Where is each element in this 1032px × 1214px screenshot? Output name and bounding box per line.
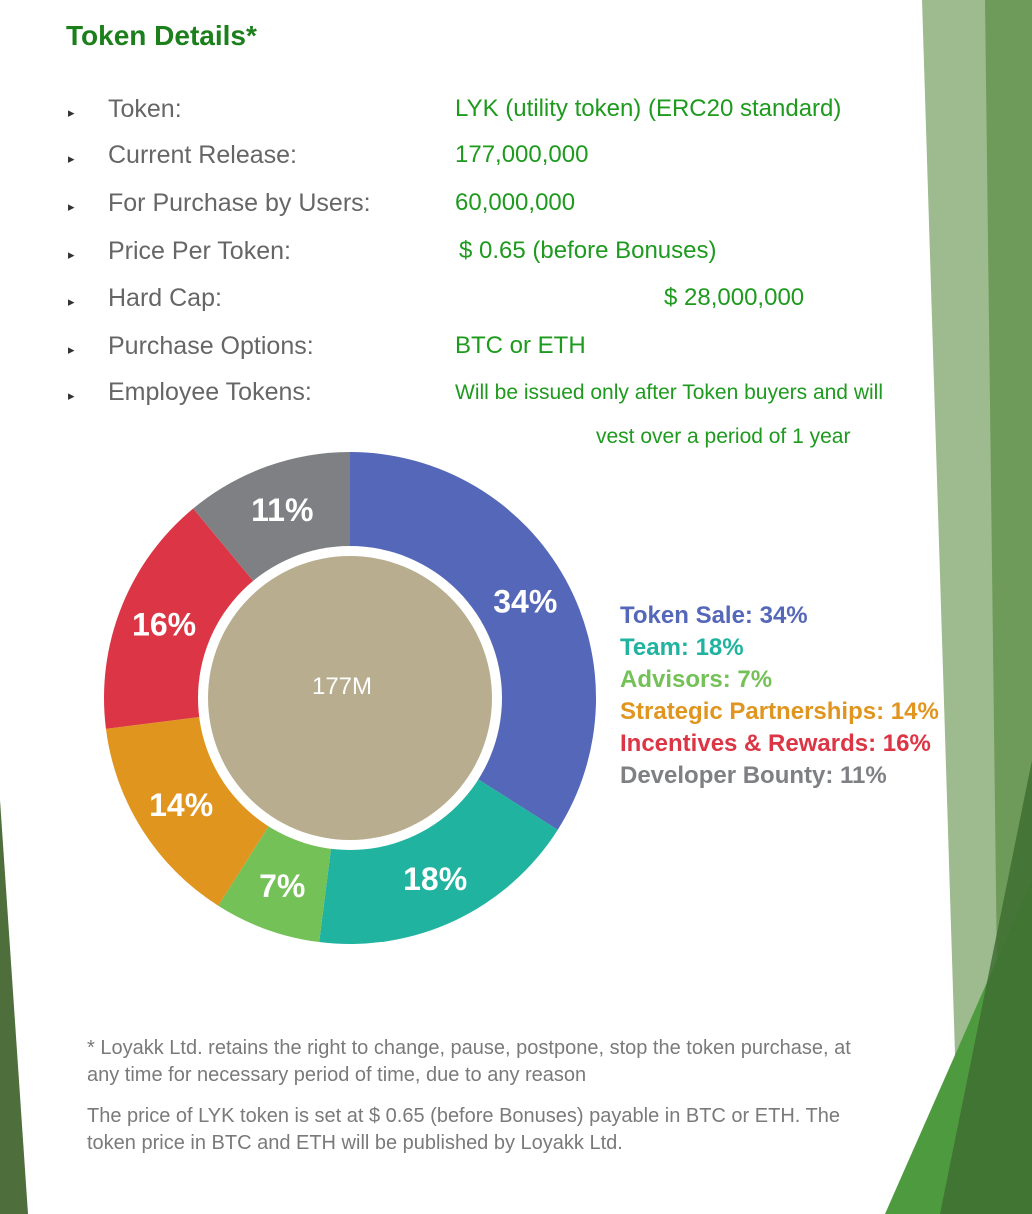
bullet-icon: ▸ <box>68 151 75 166</box>
detail-value-continuation: vest over a period of 1 year <box>596 425 851 448</box>
slice-label: 34% <box>493 583 558 620</box>
legend-entry: Advisors: 7% <box>620 666 773 693</box>
bullet-icon: ▸ <box>68 388 75 403</box>
slice-label: 7% <box>259 868 306 905</box>
bullet-icon: ▸ <box>68 105 75 120</box>
slice-label: 14% <box>149 787 214 824</box>
detail-value: 177,000,000 <box>455 141 589 168</box>
bullet-icon: ▸ <box>68 294 75 309</box>
detail-value: LYK (utility token) (ERC20 standard) <box>455 95 842 122</box>
slice-label: 11% <box>251 491 314 528</box>
legend-entry: Incentives & Rewards: 16% <box>620 730 931 757</box>
detail-label: Hard Cap: <box>108 284 222 312</box>
footnote-disclaimer: * Loyakk Ltd. retains the right to change, pause, postpone, stop the token purchase, at any time for necessary period of time, due to any reason <box>87 1037 851 1086</box>
bullet-icon: ▸ <box>68 199 75 214</box>
detail-label: Current Release: <box>108 141 297 169</box>
legend-entry: Developer Bounty: 11% <box>620 762 887 789</box>
detail-label: Employee Tokens: <box>108 378 312 406</box>
detail-value: BTC or ETH <box>455 332 586 359</box>
bullet-icon: ▸ <box>68 342 75 357</box>
center-label: 177M <box>311 673 373 700</box>
bullet-icon: ▸ <box>68 247 75 262</box>
detail-label: For Purchase by Users: <box>108 189 371 217</box>
chart-legend <box>620 600 939 792</box>
page-title: Token Details* <box>66 20 257 51</box>
legend-entry: Team: 18% <box>620 634 744 661</box>
detail-label: Price Per Token: <box>108 237 291 265</box>
legend-entry: Token Sale: 34% <box>620 602 808 629</box>
slice-label: 16% <box>132 606 197 643</box>
detail-value: 60,000,000 <box>455 189 576 216</box>
slice-label: 18% <box>403 860 468 897</box>
detail-label: Token: <box>108 95 182 123</box>
footnote-price: The price of LYK token is set at $ 0.65 (before Bonuses) payable in BTC or ETH. The token price in BTC and ETH will be published by Loyakk Ltd. <box>87 1105 840 1154</box>
detail-value: $ 0.65 (before Bonuses) <box>459 237 717 264</box>
legend-entry: Strategic Partnerships: 14% <box>620 698 939 725</box>
detail-label: Purchase Options: <box>108 332 314 360</box>
detail-value: $ 28,000,000 <box>664 284 805 311</box>
detail-value: Will be issued only after Token buyers and will <box>455 381 883 404</box>
